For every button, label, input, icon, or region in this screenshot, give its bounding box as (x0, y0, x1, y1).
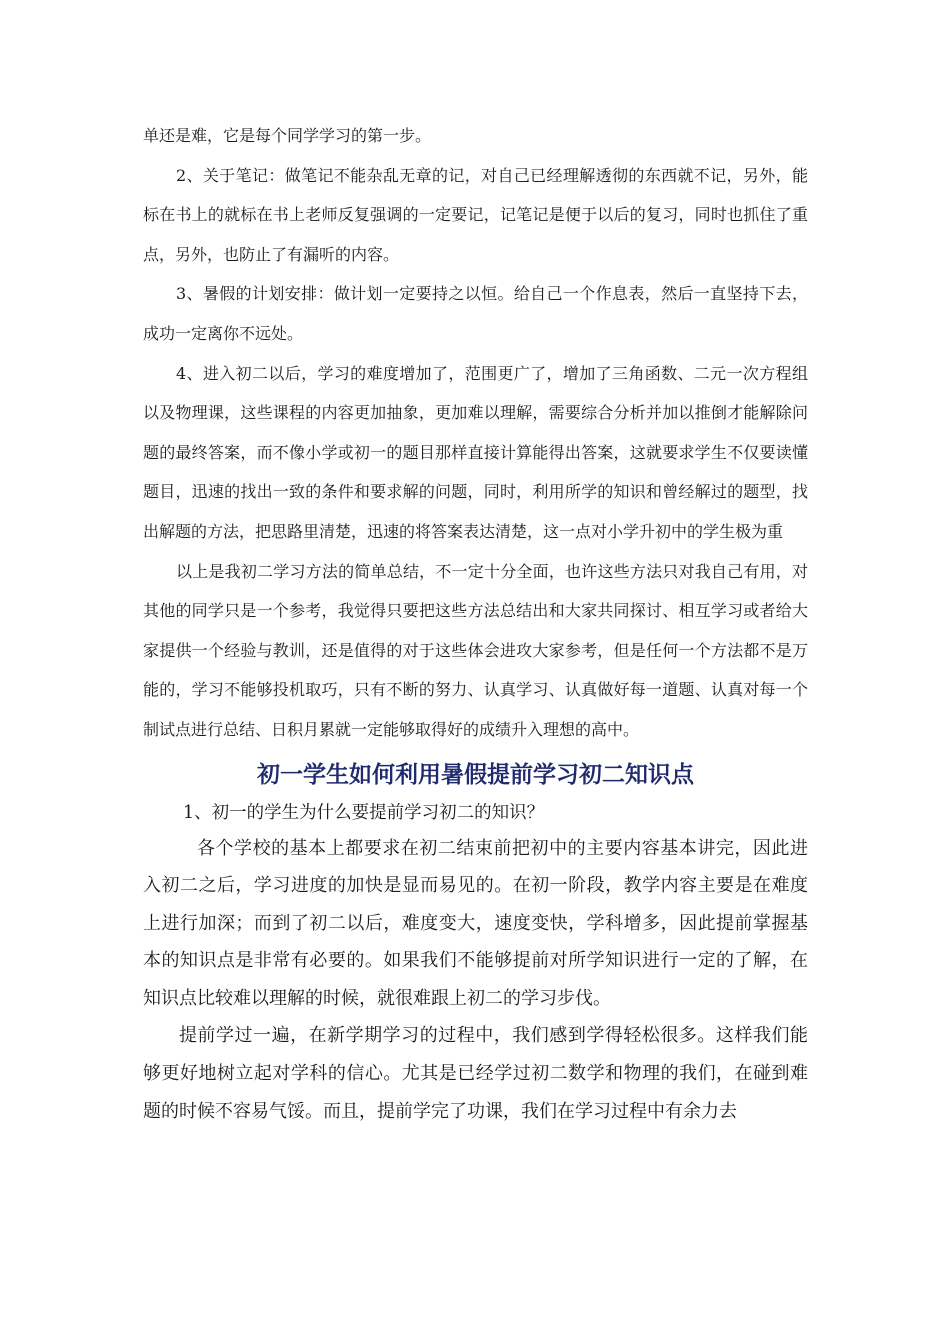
paragraph-intro-tail: 单还是难，它是每个同学学习的第一步。 (143, 126, 432, 145)
paragraph-summer-plan: 3、暑假的计划安排：做计划一定要持之以恒。给自己一个作息表，然后一直坚持下去，成功一定离你不远处。 (143, 284, 808, 343)
paragraph-grade-two-difficulty: 4、进入初二以后，学习的难度增加了，范围更广了，增加了三角函数、二元一次方程组以及物理课，这些课程的内容更加抽象，更加难以理解，需要综合分析并加以推倒才能解除问题的最终答案，而不像小学或初一的题目那样直接计算能得出答案，这就要求学生不仅要读懂题目，迅速的找出一致的条件和要求解的问题，同时，利用所学的知识和曾经解过的题型，找出解题的方法，把思路里清楚，迅速的将答案表达清楚，这一点对小学升初中的学生极为重 (143, 363, 808, 541)
section-title: 初一学生如何利用暑假提前学习初二知识点 (257, 761, 694, 788)
paragraph-summary: 以上是我初二学习方法的简单总结，不一定十分全面，也许这些方法只对我自己有用，对其他的同学只是一个参考，我觉得只要把这些方法总结出和大家共同探讨、相互学习或者给大家提供一个经验与教训，还是值得的对于这些体会进攻大家参考，但是任何一个方法都不是万能的，学习不能够投机取巧，只有不断的努力、认真学习、认真做好每一道题、认真对每一个制试点进行总结、日积月累就一定能够取得好的成绩升入理想的高中。 (143, 561, 808, 739)
question-heading: 1、初一的学生为什么要提前学习初二的知识？ (183, 802, 545, 823)
paragraph-notes: 2、关于笔记：做笔记不能杂乱无章的记，对自己已经理解透彻的东西就不记，另外，能标在书上的就标在书上老师反复强调的一定要记，记笔记是便于以后的复习，同时也抓住了重点，另外，也防止了有漏听的内容。 (143, 165, 808, 264)
paragraph-reason: 各个学校的基本上都要求在初二结束前把初中的主要内容基本讲完，因此进入初二之后，学习进度的加快是显而易见的。在初一阶段，教学内容主要是在难度上进行加深；而到了初二以后，难度变大，速度变快，学科增多，因此提前掌握基本的知识点是非常有必要的。如果我们不能够提前对所学知识进行一定的了解，在知识点比较难以理解的时候，就很难跟上初二的学习步伐。 (143, 837, 808, 1009)
document-page (143, 116, 808, 1130)
paragraph-benefit: 提前学过一遍，在新学期学习的过程中，我们感到学得轻松很多。这样我们能够更好地树立起对学科的信心。尤其是已经学过初二数学和物理的我们，在碰到难题的时候不容易气馁。而且，提前学完了功课，我们在学习过程中有余力去 (143, 1025, 808, 1122)
